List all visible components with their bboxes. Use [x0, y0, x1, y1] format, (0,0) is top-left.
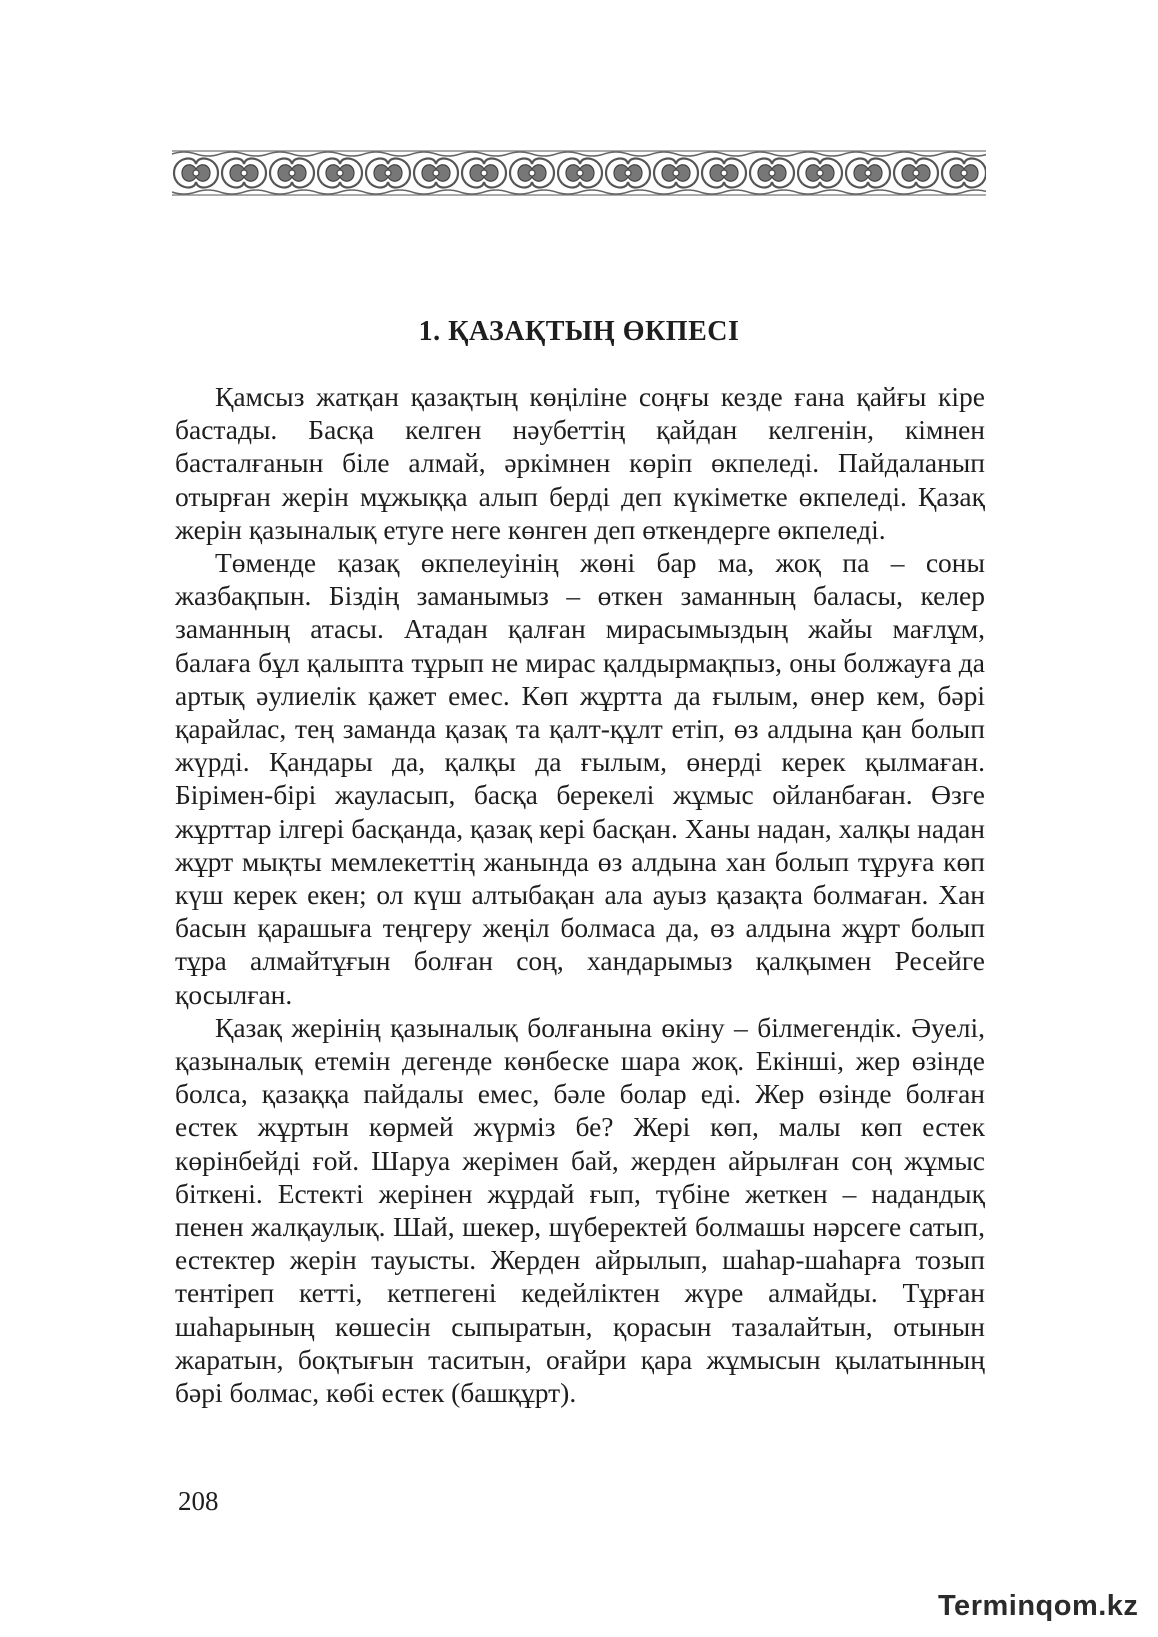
site-watermark: Terminqom.kz: [938, 1590, 1139, 1622]
body-text: [175, 380, 985, 1409]
paragraph-3: Қазақ жерінің қазыналық болғанына өкіну – білмегендік. Әуелі, қазыналық етемін дегенде көнбеске шара жоқ. Екінші, жер өзінде болса, қазаққа пайдалы емес, бәле болар еді. Жер өзінде болған естек жұртын көрмей жүрміз бе? Жері көп, малы көп естек көрінбейді ғой. Шаруа жерімен бай, жерден айрылған соң жұмыс біткені. Естекті жерінен жұрдай ғып, түбіне жеткен – надандық пенен жалқаулық. Шай, шекер, шүберектей болмашы нәрсеге сатып, естектер жерін тауысты. Жерден айрылып, шаһар-шаһарға тозып тентіреп кетті, кетпегені кедейліктен жүре алмайды. Тұрған шаһарының көшесін сыпыратын, қорасын тазалайтын, отынын жаратын, боқтығын таситын, оғайри қара жұмысын қылатынның бәрі болмас, көбі естек (башқұрт).: [175, 1011, 985, 1409]
ornament-border: [172, 150, 986, 196]
paragraph-2: Төменде қазақ өкпелеуінің жөні бар ма, жоқ па – соны жазбақпын. Біздің заманымыз – өткен заманның баласы, келер заманның атасы. Атадан қалған мирасымыздың жайы мағлұм, балаға бұл қалыпта тұрып не мирас қалдырмақпыз, оны болжауға да артық әулиелік қажет емес. Көп жұртта да ғылым, өнер кем, бәрі қарайлас, тең заманда қазақ та қалт-құлт етіп, өз алдына қан болып жүрді. Қандары да, қалқы да ғылым, өнерді керек қылмаған. Бірімен-бірі жауласып, басқа берекелі жұмыс ойланбаған. Өзге жұрттар ілгері басқанда, қазақ кері басқан. Ханы надан, халқы надан жұрт мықты мемлекеттің жанында өз алдына хан болып тұруға көп күш керек екен; ол күш алтыбақан ала ауыз қазақта болмаған. Хан басын қарашыға теңгеру жеңіл болмаса да, өз алдына жұрт болып тұра алмайтұғын болған соң, хандарымыз қалқымен Ресейге қосылған.: [175, 547, 985, 1010]
paragraph-1: Қамсыз жатқан қазақтың көңіліне соңғы кезде ғана қайғы кіре бастады. Басқа келген нәубеттің қайдан келгенін, кімнен басталғанын біле алмай, әркімнен көріп өкпеледі. Пайдаланып отырған жерін мұжыққа алып берді деп күкіметке өкпеледі. Қазақ жерін қазыналық етуге неге көнген деп өткендерге өкпеледі.: [175, 381, 985, 545]
page-number: 208: [178, 1486, 219, 1516]
chapter-title: 1. ҚАЗАҚТЫҢ ӨКПЕСІ: [418, 316, 740, 347]
